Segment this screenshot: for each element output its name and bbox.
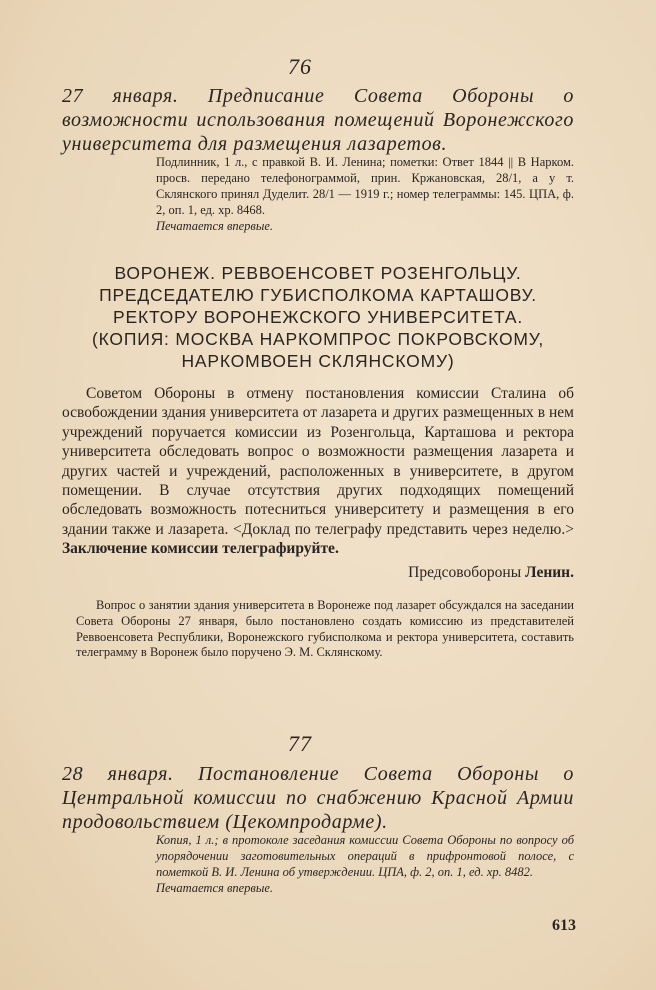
address-line: НАРКОМВОЕН СКЛЯНСКОМУ) bbox=[181, 351, 455, 371]
telegram-body bbox=[62, 384, 574, 582]
editorial-comment-76 bbox=[76, 598, 574, 661]
address-line: РЕКТОРУ ВОРОНЕЖСКОГО УНИВЕРСИТЕТА. bbox=[113, 307, 523, 327]
document-title-76: 27 января. Предписание Совета Обороны о возможности использования помещений Воронежского университета для размещения лазаретов. bbox=[62, 85, 574, 155]
publication-note-77: Печатается впервые. bbox=[156, 881, 273, 895]
telegram-text: Советом Обороны в отмену постановления комиссии Сталина об освобождении здания университета от лазарета и других размещенных в нем учреждений поручается комиссии из Розенгольца, Карташова и ректора университета обследовать вопрос о возможности размещения лазарета и других частей и учреждений, расположенных в университете, в другом помещении. В случае отсутствия других подходящих помещений обследовать возможность потесниться университету и размещения в его здании также и лазарета. <Доклад по телеграфу представить через неделю.> bbox=[62, 385, 574, 538]
page-number: 613 bbox=[552, 917, 576, 934]
telegram-address bbox=[62, 262, 574, 372]
source-text-77: Копия, 1 л.; в протоколе заседания комиссии Совета Обороны по вопросу об упорядочении заготовительных операций в прифронтовой полосе, с пометкой В. И. Ленина об утверждении. ЦПА, ф. 2, оп. 1, ед. хр. 8482. bbox=[156, 833, 574, 879]
source-note-77 bbox=[156, 832, 574, 896]
publication-note-76: Печатается впервые. bbox=[156, 219, 273, 233]
address-line: (КОПИЯ: МОСКВА НАРКОМПРОС ПОКРОВСКОМУ, bbox=[91, 329, 544, 349]
document-number-77: 77 bbox=[288, 731, 312, 756]
source-text-76: Подлинник, 1 л., с правкой В. И. Ленина; пометки: Ответ 1844 || В Нарком. просв. передано телефонограммой, прин. Кржановская, 28/1, а у т. Склянского принял Дуделит. 28/1 — 1919 г.; номер телеграммы: 145. ЦПА, ф. 2, оп. 1, ед. хр. 8468. bbox=[156, 155, 574, 217]
address-line: ВОРОНЕЖ. РЕВВОЕНСОВЕТ РОЗЕНГОЛЬЦУ. bbox=[114, 263, 522, 283]
comment-text: Вопрос о занятии здания университета в Воронеже под лазарет обсуждался на заседании Совета Обороны 27 января, было постановлено создать комиссию из представителей Реввоенсовета Республики, Воронежского губисполкома и ректора университета, составить телеграмму в Воронеж было поручено Э. М. Склянскому. bbox=[76, 598, 574, 660]
document-title-77: 28 января. Постановление Совета Обороны о Центральной комиссии по снабжению Красной Армии продовольствием (Цекомпродарме). bbox=[62, 763, 574, 833]
signature bbox=[62, 563, 574, 582]
signature-role: Предсовобороны bbox=[408, 563, 522, 581]
document-number-76: 76 bbox=[288, 54, 312, 79]
telegram-bold-text: Заключение комиссии телеграфируйте. bbox=[62, 540, 339, 558]
signature-name: Ленин. bbox=[525, 563, 574, 581]
address-line: ПРЕДСЕДАТЕЛЮ ГУБИСПОЛКОМА КАРТАШОВУ. bbox=[99, 285, 537, 305]
source-note-76 bbox=[156, 154, 574, 234]
telegram-paragraph bbox=[62, 384, 574, 559]
